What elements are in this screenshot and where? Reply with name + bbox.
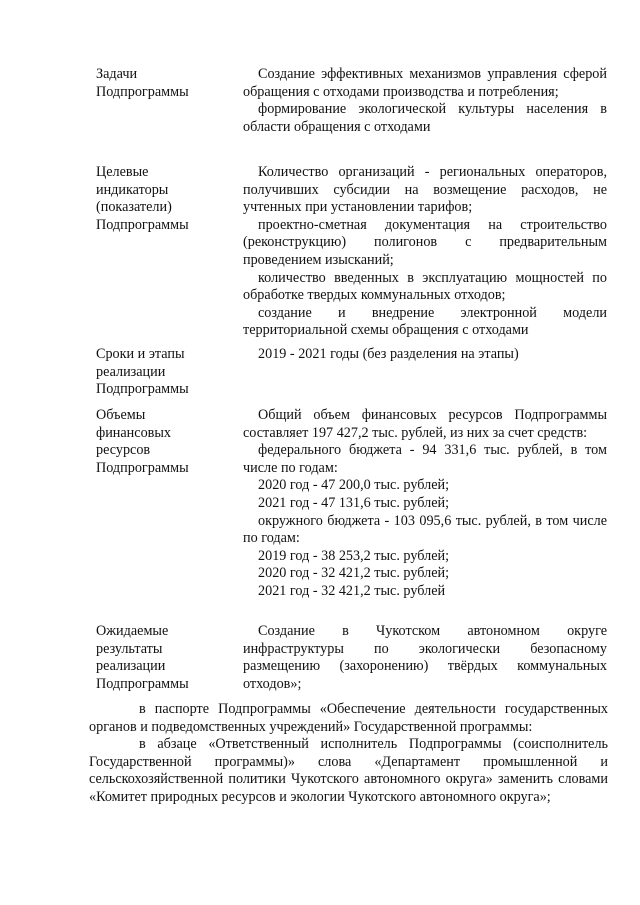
label-line: реализации (96, 363, 166, 380)
row-label (96, 346, 236, 399)
label-line: реализации (96, 658, 166, 675)
label-line: Подпрограммы (96, 381, 189, 398)
body-paragraph: в паспорте Подпрограммы «Обеспечение деятельности государственных органов и подведомственных учреждений» Государственной программы: (89, 701, 608, 735)
paragraph: 2020 год - 32 421,2 тыс. рублей; (258, 565, 450, 582)
paragraph: Количество организаций - региональных операторов, получивших субсидии на возмещение расходов, не учтенных при установлении тарифов; (243, 164, 607, 216)
label-line: ресурсов (96, 442, 151, 459)
paragraph: Общий объем финансовых ресурсов Подпрограммы составляет 197 427,2 тыс. рублей, из них за счет средств: (243, 407, 607, 441)
label-line: Целевые (96, 164, 149, 180)
paragraph: Создание эффективных механизмов управления сферой обращения с отходами производства и потребления; (243, 66, 607, 100)
label-line: Сроки и этапы (96, 346, 185, 362)
label-line: финансовых (96, 424, 171, 441)
label-line: индикаторы (96, 181, 169, 198)
paragraph: формирование экологической культуры населения в области обращения с отходами (243, 101, 607, 135)
row-content (243, 407, 607, 601)
row-content (243, 66, 607, 136)
row-label (96, 164, 236, 234)
label-line: Подпрограммы (96, 459, 189, 476)
paragraph: окружного бюджета - 103 095,6 тыс. рублей, в том числе по годам: (243, 512, 607, 547)
label-line: Подпрограммы (96, 83, 189, 100)
label-line: Ожидаемые (96, 623, 169, 639)
paragraph: федерального бюджета - 94 331,6 тыс. рублей, в том числе по годам: (243, 442, 607, 476)
row-content (243, 623, 607, 693)
label-line: (показатели) (96, 199, 172, 216)
label-line: Задачи (96, 66, 138, 82)
paragraph: 2021 год - 32 421,2 тыс. рублей (258, 582, 446, 599)
row-label (96, 407, 236, 477)
row-content (243, 346, 607, 364)
row-label (96, 66, 236, 101)
label-line: результаты (96, 640, 163, 657)
row-label (96, 623, 236, 693)
label-line: Подпрограммы (96, 675, 189, 692)
label-line: Подпрограммы (96, 216, 189, 233)
paragraph: 2020 год - 47 200,0 тыс. рублей; (258, 477, 450, 494)
paragraph: создание и внедрение электронной модели территориальной схемы обращения с отходами (243, 304, 607, 339)
label-line: Объемы (96, 407, 146, 423)
paragraph: проектно-сметная документация на строительство (реконструкцию) полигонов с предварительным проведением изысканий; (243, 216, 607, 268)
body-paragraph: в абзаце «Ответственный исполнитель Подпрограммы (соисполнитель Государственной программы)» слова «Департамент промышленной и сельскохозяйственной политики Чукотского автономного округа» заменить словами «Комитет природных ресурсов и экологии Чукотского автономного округа»; (89, 736, 608, 805)
paragraph: Создание в Чукотском автономном округе инфраструктуры по экологически безопасному размещению (захоронению) твёрдых коммунальных отходов»; (243, 623, 607, 692)
paragraph: 2019 - 2021 годы (без разделения на этапы) (258, 346, 519, 362)
body-text (89, 701, 608, 807)
paragraph: 2021 год - 47 131,6 тыс. рублей; (258, 494, 450, 511)
paragraph: количество введенных в эксплуатацию мощностей по обработке твердых коммунальных отходов; (243, 269, 607, 304)
row-content (243, 164, 607, 340)
paragraph: 2019 год - 38 253,2 тыс. рублей; (258, 547, 450, 564)
